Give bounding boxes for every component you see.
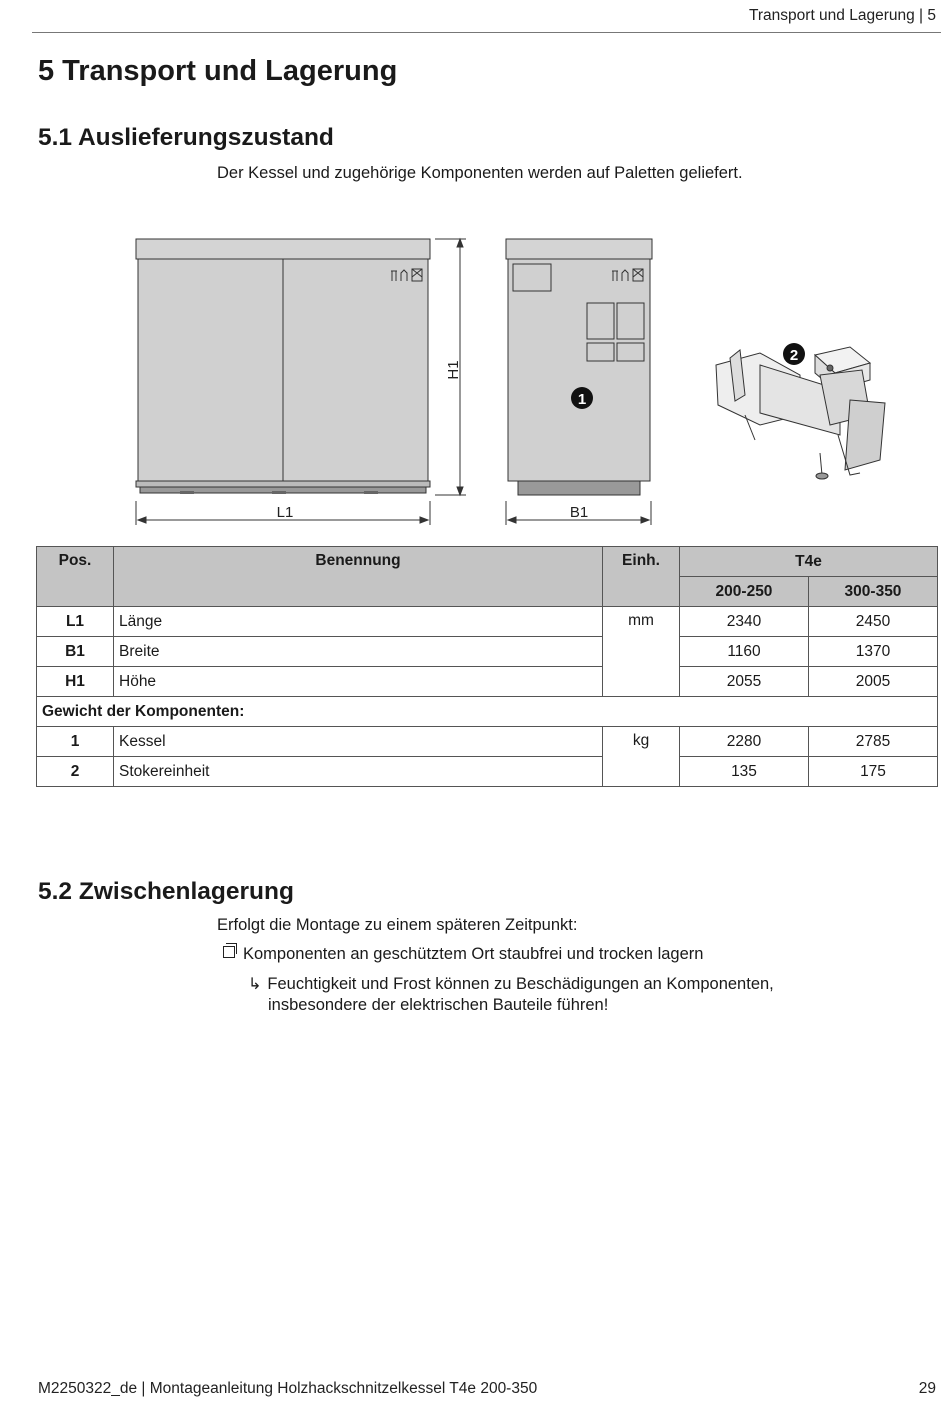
table-row [37, 607, 938, 637]
row-name: Stokereinheit [114, 757, 603, 787]
section-intro-5-2: Erfolgt die Montage zu einem späteren Zeitpunkt: [217, 916, 578, 934]
table-row [37, 727, 938, 757]
table-row [37, 757, 938, 787]
row-value-a: 1160 [680, 637, 809, 667]
dimension-label-L1: L1 [276, 504, 294, 521]
header-rule [32, 32, 941, 33]
row-pos: 2 [37, 757, 114, 787]
callout-label-2: 2 [789, 347, 799, 364]
result-text-line-2: insbesondere der elektrischen Bauteile führen! [268, 996, 609, 1014]
weight-group-label: Gewicht der Komponenten: [37, 697, 938, 727]
row-value-b: 1370 [809, 637, 938, 667]
header-pos: Pos. [37, 547, 114, 607]
result-text-line-1: Feuchtigkeit und Frost können zu Beschädigungen an Komponenten, [267, 975, 774, 993]
header-name: Benennung [114, 547, 603, 607]
chapter-title: 5 Transport und Lagerung [38, 55, 398, 87]
dimension-label-H1: H1 [445, 360, 462, 380]
running-header: Transport und Lagerung | 5 [749, 7, 936, 24]
row-name: Breite [114, 637, 603, 667]
instruction-checkbox-icon [223, 946, 235, 958]
dimensions-weights-table [36, 546, 938, 787]
table-row [37, 637, 938, 667]
side-view-drawing [506, 239, 652, 495]
instruction-text: Komponenten an geschütztem Ort staubfrei und trocken lagern [243, 945, 704, 963]
header-unit: Einh. [603, 547, 680, 607]
row-value-a: 2280 [680, 727, 809, 757]
footer-page-number: 29 [918, 1380, 936, 1397]
footer-document-title: M2250322_de | Montageanleitung Holzhackschnitzelkessel T4e 200-350 [38, 1380, 538, 1397]
row-value-b: 175 [809, 757, 938, 787]
row-name: Höhe [114, 667, 603, 697]
section-intro-5-1: Der Kessel und zugehörige Komponenten werden auf Paletten geliefert. [217, 164, 743, 182]
table-row [37, 667, 938, 697]
row-pos: 1 [37, 727, 114, 757]
result-item [248, 974, 774, 1016]
row-value-b: 2785 [809, 727, 938, 757]
row-value-b: 2005 [809, 667, 938, 697]
row-name: Länge [114, 607, 603, 637]
dimension-unit: mm [603, 607, 680, 697]
header-model: T4e [680, 547, 938, 577]
callout-label-1: 1 [577, 391, 587, 408]
row-value-a: 2340 [680, 607, 809, 637]
header-range-b: 300-350 [809, 577, 938, 607]
dimension-label-B1: B1 [569, 504, 589, 521]
row-pos: L1 [37, 607, 114, 637]
delivery-figure [0, 225, 950, 535]
row-value-b: 2450 [809, 607, 938, 637]
front-view-drawing [136, 239, 430, 494]
weight-unit: kg [603, 727, 680, 787]
header-range-a: 200-250 [680, 577, 809, 607]
row-pos: H1 [37, 667, 114, 697]
row-name: Kessel [114, 727, 603, 757]
stoker-unit-drawing [716, 347, 885, 479]
section-title-5-2: 5.2 Zwischenlagerung [38, 878, 294, 905]
instruction-item [223, 945, 703, 964]
result-arrow-icon: ↳ [248, 976, 262, 993]
row-value-a: 135 [680, 757, 809, 787]
section-title-5-1: 5.1 Auslieferungszustand [38, 124, 334, 151]
row-value-a: 2055 [680, 667, 809, 697]
row-pos: B1 [37, 637, 114, 667]
